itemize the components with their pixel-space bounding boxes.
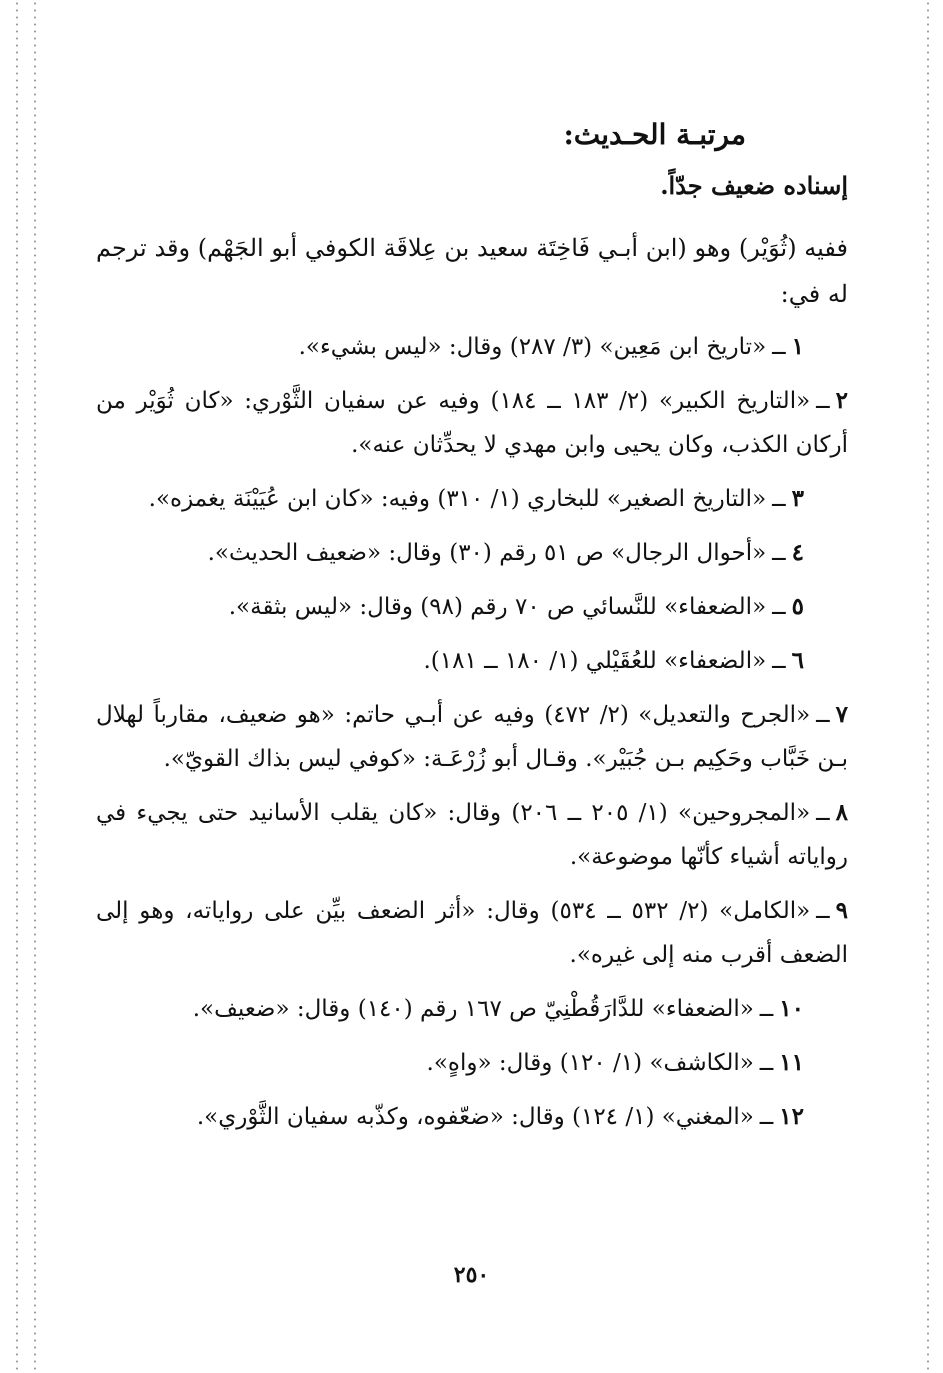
- source-text: «تاريخ ابن مَعِين» (٣/ ٢٨٧) وقال: «ليس بشيء».: [298, 334, 767, 360]
- source-dash: ــ: [816, 388, 830, 414]
- source-item: [96, 325, 848, 369]
- source-item: [96, 693, 848, 781]
- source-item: [96, 639, 848, 683]
- source-item: [96, 531, 848, 575]
- source-dash: ــ: [816, 898, 830, 924]
- source-dash: ــ: [772, 486, 786, 512]
- source-text: «الضعفاء» للدَّارَقُطْنِيّ ص ١٦٧ رقم (١٤٠) وقال: «ضعيف».: [192, 996, 754, 1022]
- source-number: ٢: [835, 387, 848, 414]
- margin-binding-dots-right: [927, 0, 929, 1373]
- source-text: «الكامل» (٢/ ٥٣٢ ــ ٥٣٤) وقال: «أثر الضعف بيِّن على رواياته، وهو إلى الضعف أقرب منه إلى غيره».: [96, 898, 848, 968]
- source-text: «أحوال الرجال» ص ٥١ رقم (٣٠) وقال: «ضعيف الحديث».: [207, 540, 767, 566]
- source-text: «التاريخ الكبير» (٢/ ١٨٣ ــ ١٨٤) وفيه عن سفيان الثَّوْري: «كان ثُوَيْر من أركان الكذب، وكان يحيى وابن مهدي لا يحدِّثان عنه».: [96, 388, 848, 458]
- source-number: ٣: [791, 485, 804, 512]
- source-number: ٧: [835, 701, 848, 728]
- source-item: [96, 585, 848, 629]
- source-dash: ــ: [759, 1050, 774, 1076]
- source-number: ٤: [791, 539, 804, 566]
- source-number: ٥: [791, 593, 804, 620]
- ruling-statement: إسناده ضعيف جدّاً.: [660, 171, 848, 200]
- source-dash: ــ: [759, 1104, 774, 1130]
- source-dash: ــ: [816, 702, 830, 728]
- source-dash: ــ: [816, 800, 830, 826]
- margin-binding-dots-left-inner: [34, 0, 36, 1373]
- source-dash: ــ: [772, 594, 786, 620]
- source-text: «المغني» (١/ ١٢٤) وقال: «ضعّفوه، وكذّبه سفيان الثَّوْري».: [196, 1104, 754, 1130]
- source-text: «الكاشف» (١/ ١٢٠) وقال: «واهٍ».: [426, 1050, 754, 1076]
- source-dash: ــ: [772, 540, 786, 566]
- source-number: ٨: [835, 799, 848, 826]
- source-dash: ــ: [759, 996, 774, 1022]
- source-item: [96, 477, 848, 521]
- source-item: [96, 379, 848, 467]
- source-text: «الجرح والتعديل» (٢/ ٤٧٢) وفيه عن أبـي حاتم: «هو ضعيف، مقارباً لهلال بـن خَبَّاب وحَكِيم بـن جُبَيْر». وقـال أبو زُرْعَـة: «كوفي ليس بذاك القويّ».: [96, 702, 848, 772]
- source-dash: ــ: [772, 648, 786, 674]
- source-number: ١: [791, 333, 804, 360]
- source-item: [96, 1041, 848, 1085]
- source-number: ١٢: [779, 1103, 804, 1130]
- source-item: [96, 987, 848, 1031]
- source-text: «المجروحين» (١/ ٢٠٥ ــ ٢٠٦) وقال: «كان يقلب الأسانيد حتى يجيء في رواياته أشياء كأنّها موضوعة».: [96, 800, 848, 870]
- source-item: [96, 791, 848, 879]
- source-number: ٩: [835, 897, 849, 924]
- page-body: [96, 115, 848, 1149]
- margin-binding-dots-left-outer: [16, 0, 18, 1373]
- source-item: [96, 889, 848, 977]
- source-number: ١١: [779, 1049, 804, 1076]
- source-list: [96, 325, 848, 1139]
- source-item: [96, 1095, 848, 1139]
- source-number: ٦: [791, 647, 804, 674]
- source-dash: ــ: [772, 334, 786, 360]
- source-text: «الضعفاء» للعُقَيْلي (١/ ١٨٠ ــ ١٨١).: [423, 648, 767, 674]
- intro-paragraph: ففيه (ثُوَيْر) وهو (ابن أبـي فَاخِتَة سعيد بن عِلاقَة الكوفي أبو الجَهْم) وقد ترجم له في:: [96, 234, 848, 308]
- source-text: «الضعفاء» للنَّسائي ص ٧٠ رقم (٩٨) وقال: «ليس بثقة».: [228, 594, 767, 620]
- source-text: «التاريخ الصغير» للبخاري (١/ ٣١٠) وفيه: «كان ابن عُيَيْنَة يغمزه».: [148, 486, 767, 512]
- section-heading: مرتبـة الحـديث:: [563, 118, 746, 151]
- page-number: ٢٥٠: [453, 1262, 490, 1288]
- source-number: ١٠: [779, 995, 804, 1022]
